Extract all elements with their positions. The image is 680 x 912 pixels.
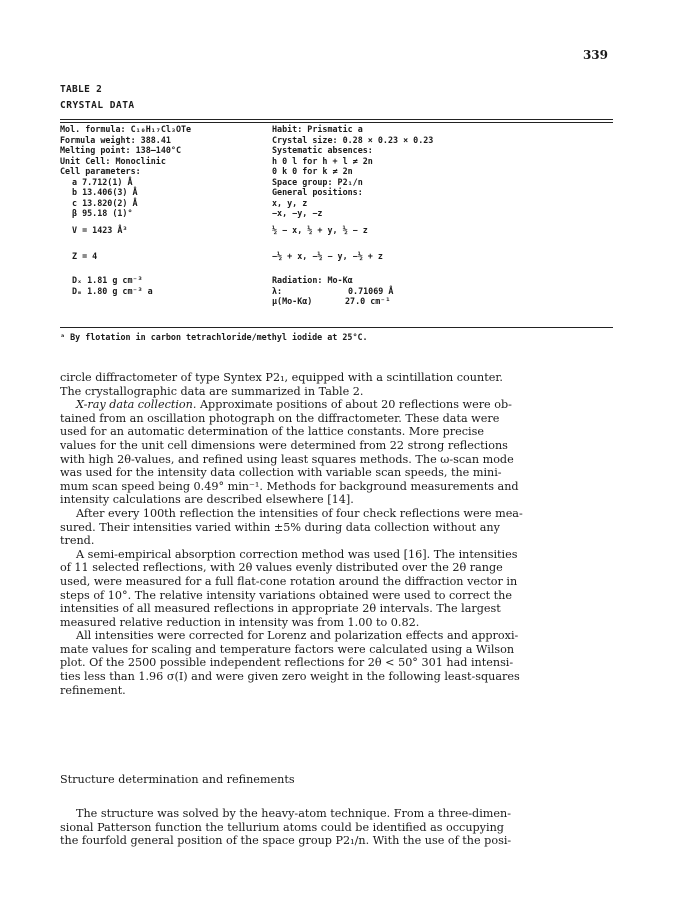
table-label: TABLE 2 [60, 84, 103, 95]
wavelength-label: λ: [272, 285, 283, 296]
cell-b: b 13.406(3) Å [72, 187, 138, 197]
absence-condition-1: h 0 l for h + l ≠ 2n [272, 155, 373, 166]
text-line: sured. Their intensities varied within ±5% during data collection without any [60, 520, 500, 534]
text-line: ties less than 1.96 σ(I) and were given zero weight in the following least-squares [60, 670, 520, 684]
text-line: mum scan speed being 0.49° min⁻¹. Methods for background measurements and [60, 479, 519, 493]
text-line: steps of 10°. The relative intensity variations obtained were used to correct the [60, 588, 512, 602]
text-line: used, were measured for a full flat-cone rotation around the diffraction vector in [60, 574, 518, 588]
text-line: used for an automatic determination of the lattice constants. More precise [60, 425, 484, 439]
cell-a: a 7.712(1) Å [72, 176, 133, 187]
page-number: 339 [582, 48, 608, 62]
text-line: tained from an oscillation photograph on the diffractometer. These data were [60, 411, 500, 425]
systematic-absences-heading: Systematic absences: [272, 145, 373, 155]
text-line: trend. [60, 534, 95, 548]
text-line: intensities of all measured reflections in appropriate 2θ intervals. The largest [60, 602, 501, 616]
general-position-2: −x, −y, −z [272, 208, 323, 218]
mol-formula: Mol. formula: C₁₀H₁₇Cl₃OTe [60, 124, 192, 134]
cell-beta: β 95.18 (1)° [72, 208, 133, 218]
text-line: values for the unit cell dimensions were determined from 22 strong reflections [60, 438, 508, 452]
crystal-size: Crystal size: 0.28 × 0.23 × 0.23 [272, 134, 434, 145]
text-line: measured relative reduction in intensity was from 1.00 to 0.82. [60, 615, 420, 629]
text-line: was used for the intensity data collection with variable scan speeds, the mini- [60, 466, 502, 480]
text-line: circle diffractometer of type Syntex P2₁, equipped with a scintillation counter. [60, 371, 503, 384]
habit: Habit: Prismatic a [272, 124, 363, 134]
run-in-heading: X-ray data collection. [76, 398, 197, 412]
z-value: Z = 4 [72, 250, 98, 261]
text-line: refinement. [60, 683, 126, 697]
text-line: with high 2θ-values, and refined using least squares methods. The ω-scan mode [60, 452, 514, 466]
general-positions-heading: General positions: [272, 187, 363, 197]
table-caption: CRYSTAL DATA [60, 100, 135, 111]
text-line: After every 100th reflection the intensities of four check reflections were mea- [76, 506, 523, 520]
text-line: All intensities were corrected for Lorenz and polarization effects and approxi- [76, 629, 519, 643]
body-text [60, 371, 616, 697]
wavelength-value: 0.71069 Å [348, 285, 394, 296]
general-position-3: ½ − x, ½ + y, ½ − z [272, 224, 368, 235]
absorption-label: μ(Mo-Kα) [272, 296, 313, 306]
absorption-row [272, 296, 433, 307]
text-line: plot. Of the 2500 possible independent reflections for 2θ < 50° 301 had intensi- [60, 656, 514, 670]
crystal-data-left-column [60, 124, 191, 296]
text-line: The crystallographic data are summarized in Table 2. [60, 384, 364, 398]
cell-parameters-heading: Cell parameters: [60, 166, 141, 176]
text-line: A semi-empirical absorption correction method was used [16]. The intensities [76, 547, 518, 561]
crystal-data-right-column [272, 124, 433, 307]
text-line: intensity calculations are described elsewhere [14]. [60, 493, 354, 507]
density-x: Dₓ 1.81 g cm⁻³ [72, 275, 143, 285]
general-position-4: −½ + x, −½ − y, −½ + z [272, 250, 383, 261]
absorption-value: 27.0 cm⁻¹ [345, 296, 391, 306]
table-bottom-rule [60, 327, 613, 328]
text-line: mate values for scaling and temperature factors were calculated using a Wilson [60, 642, 515, 656]
table-top-rule-double [60, 122, 613, 123]
unit-cell: Unit Cell: Monoclinic [60, 155, 166, 166]
text-line: of 11 selected reflections, with 2θ values evenly distributed over the 2θ range [60, 561, 503, 575]
text-line [60, 398, 616, 412]
text-line: sional Patterson function the tellurium atoms could be identified as occupying [60, 820, 504, 834]
section-heading: Structure determination and refinements [60, 773, 295, 786]
table-footnote: ᵃ By flotation in carbon tetrachloride/methyl iodide at 25°C. [60, 332, 368, 342]
text-line: the fourfold general position of the space group P2₁/n. With the use of the posi- [60, 834, 512, 848]
space-group: Space group: P2₁/n [272, 176, 363, 187]
table-top-rule [60, 119, 613, 120]
radiation: Radiation: Mo-Kα [272, 275, 353, 285]
wavelength-row [272, 286, 433, 297]
cell-c: c 13.820(2) Å [72, 197, 138, 208]
body-text-continued [60, 807, 616, 848]
general-position-1: x, y, z [272, 197, 308, 208]
absence-condition-2: 0 k 0 for k ≠ 2n [272, 166, 353, 176]
text-line: The structure was solved by the heavy-atom technique. From a three-dimen- [76, 807, 512, 820]
text-run: Approximate positions of about 20 reflections were ob- [196, 398, 512, 412]
density-m: Dₘ 1.80 g cm⁻³ a [72, 285, 153, 296]
cell-volume: V = 1423 Å³ [72, 224, 128, 235]
melting-point: Melting point: 138—140°C [60, 145, 182, 155]
formula-weight: Formula weight: 388.41 [60, 134, 171, 145]
